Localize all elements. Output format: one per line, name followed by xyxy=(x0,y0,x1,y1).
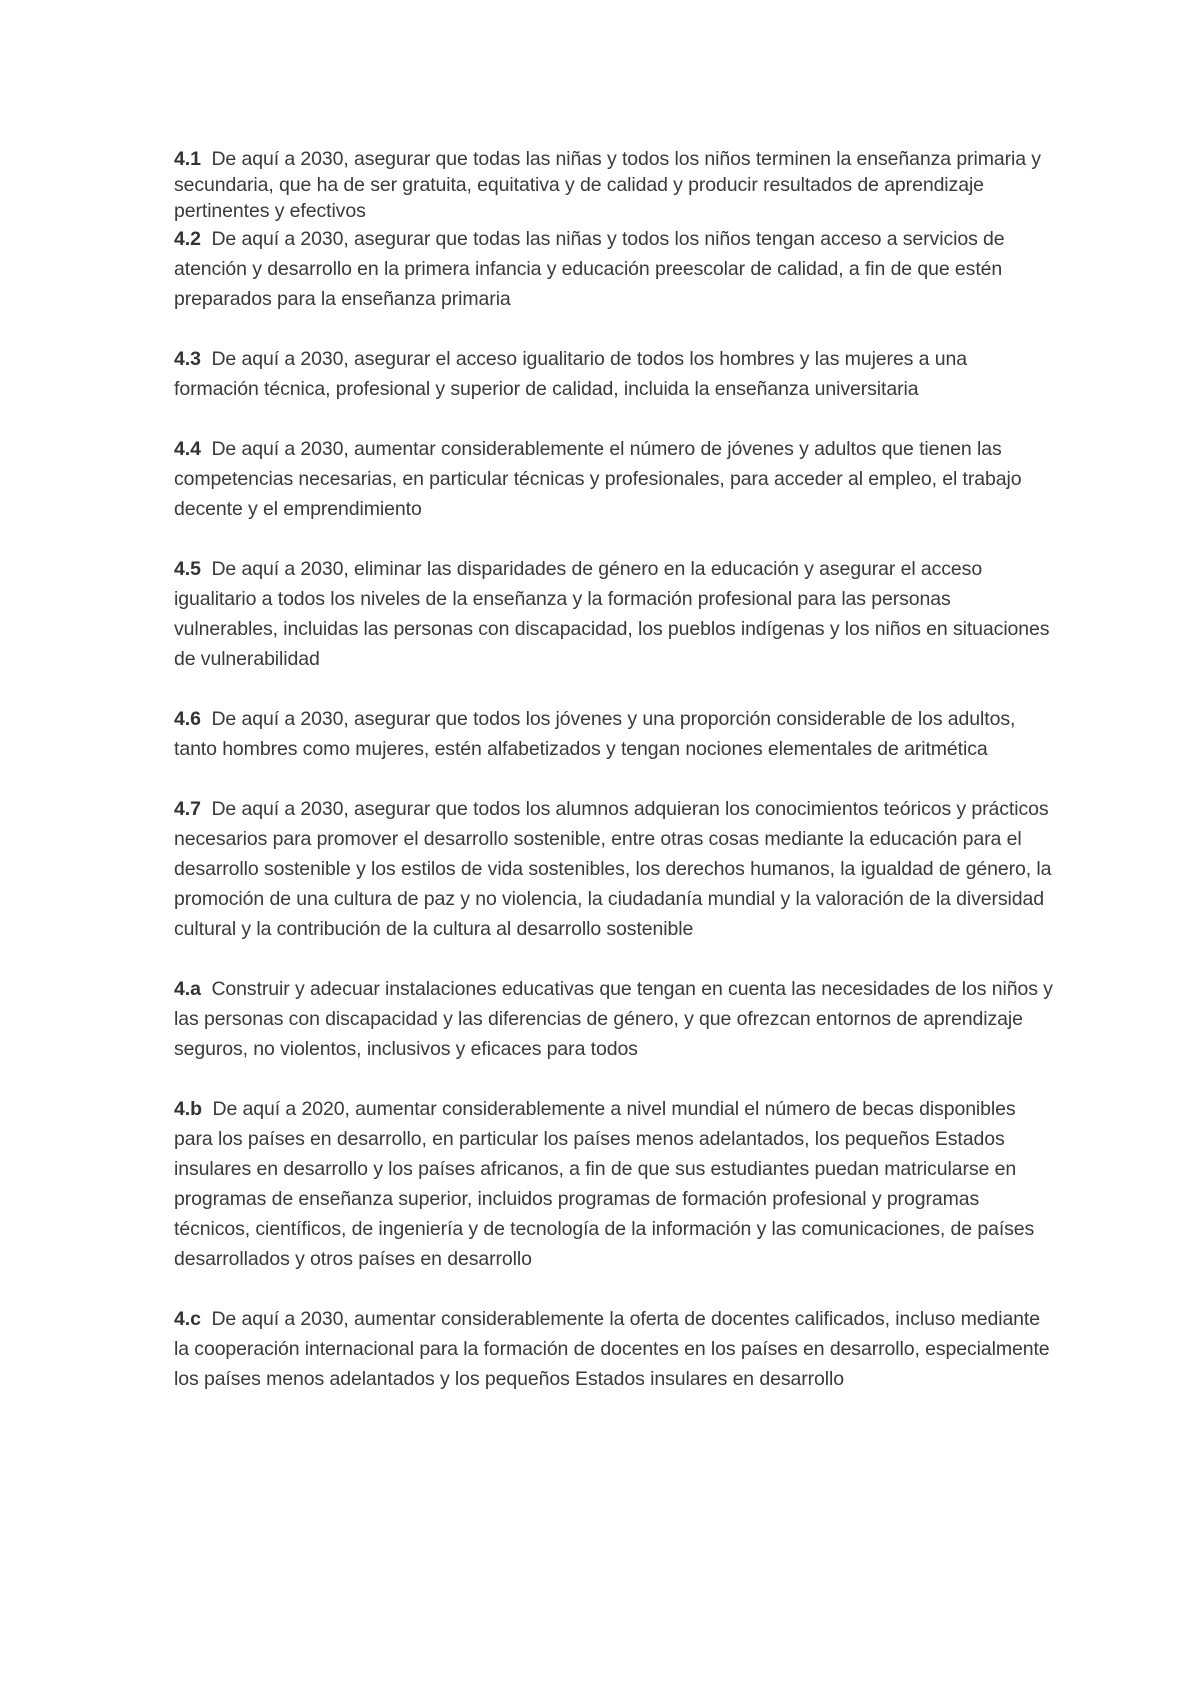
target-4-7 xyxy=(174,794,1054,944)
target-text: De aquí a 2030, eliminar las disparidades de género en la educación y asegurar el acceso igualitario a todos los niveles de la enseñanza y la formación profesional para las personas vulnerables, incluidas las personas con discapacidad, los pueblos indígenas y los niños en situaciones de vulnerabilidad xyxy=(174,558,1050,670)
target-4-3 xyxy=(174,344,1054,404)
target-text: De aquí a 2020, aumentar considerablemente a nivel mundial el número de becas disponibles para los países en desarrollo, en particular los países menos adelantados, los pequeños Estados insulares en desarrollo y los países africanos, a fin de que sus estudiantes puedan matricularse en programas de enseñanza superior, incluidos programas de formación profesional y programas técnicos, científicos, de ingeniería y de tecnología de la información y las comunicaciones, de países desarrollados y otros países en desarrollo xyxy=(174,1098,1035,1270)
target-number: 4.3 xyxy=(174,348,201,370)
targets-list xyxy=(174,146,1054,1394)
target-4-c xyxy=(174,1304,1054,1394)
target-text: De aquí a 2030, aumentar considerablemente la oferta de docentes calificados, incluso mediante la cooperación internacional para la formación de docentes en los países en desarrollo, especialmente los países menos adelantados y los pequeños Estados insulares en desarrollo xyxy=(174,1308,1050,1390)
target-text: De aquí a 2030, asegurar que todas las niñas y todos los niños terminen la enseñanza primaria y secundaria, que ha de ser gratuita, equitativa y de calidad y producir resultados de aprendizaje pertinentes y efectivos xyxy=(174,148,1041,222)
target-number: 4.c xyxy=(174,1308,201,1330)
target-text: De aquí a 2030, aumentar considerablemente el número de jóvenes y adultos que tienen las competencias necesarias, en particular técnicas y profesionales, para acceder al empleo, el trabajo decente y el emprendimiento xyxy=(174,438,1022,520)
target-number: 4.7 xyxy=(174,798,201,820)
target-text: De aquí a 2030, asegurar que todos los alumnos adquieran los conocimientos teóricos y prácticos necesarios para promover el desarrollo sostenible, entre otras cosas mediante la educación para el desarrollo sostenible y los estilos de vida sostenibles, los derechos humanos, la igualdad de género, la promoción de una cultura de paz y no violencia, la ciudadanía mundial y la valoración de la diversidad cultural y la contribución de la cultura al desarrollo sostenible xyxy=(174,798,1052,940)
target-4-6 xyxy=(174,704,1054,764)
target-4-4 xyxy=(174,434,1054,524)
target-4-1 xyxy=(174,146,1054,224)
target-text: De aquí a 2030, asegurar que todas las niñas y todos los niños tengan acceso a servicios de atención y desarrollo en la primera infancia y educación preescolar de calidad, a fin de que estén preparados para la enseñanza primaria xyxy=(174,228,1005,310)
target-text: De aquí a 2030, asegurar que todos los jóvenes y una proporción considerable de los adultos, tanto hombres como mujeres, estén alfabetizados y tengan nociones elementales de aritmética xyxy=(174,708,1016,760)
target-number: 4.1 xyxy=(174,148,201,170)
target-4-5 xyxy=(174,554,1054,674)
target-number: 4.b xyxy=(174,1098,202,1120)
target-number: 4.6 xyxy=(174,708,201,730)
target-number: 4.a xyxy=(174,978,201,1000)
target-number: 4.5 xyxy=(174,558,201,580)
target-4-2 xyxy=(174,224,1054,314)
target-number: 4.4 xyxy=(174,438,201,460)
target-4-a xyxy=(174,974,1054,1064)
target-text: De aquí a 2030, asegurar el acceso igualitario de todos los hombres y las mujeres a una formación técnica, profesional y superior de calidad, incluida la enseñanza universitaria xyxy=(174,348,967,400)
target-number: 4.2 xyxy=(174,228,201,250)
target-4-b xyxy=(174,1094,1054,1274)
target-text: Construir y adecuar instalaciones educativas que tengan en cuenta las necesidades de los niños y las personas con discapacidad y las diferencias de género, y que ofrezcan entornos de aprendizaje seguros, no violentos, inclusivos y eficaces para todos xyxy=(174,978,1053,1060)
